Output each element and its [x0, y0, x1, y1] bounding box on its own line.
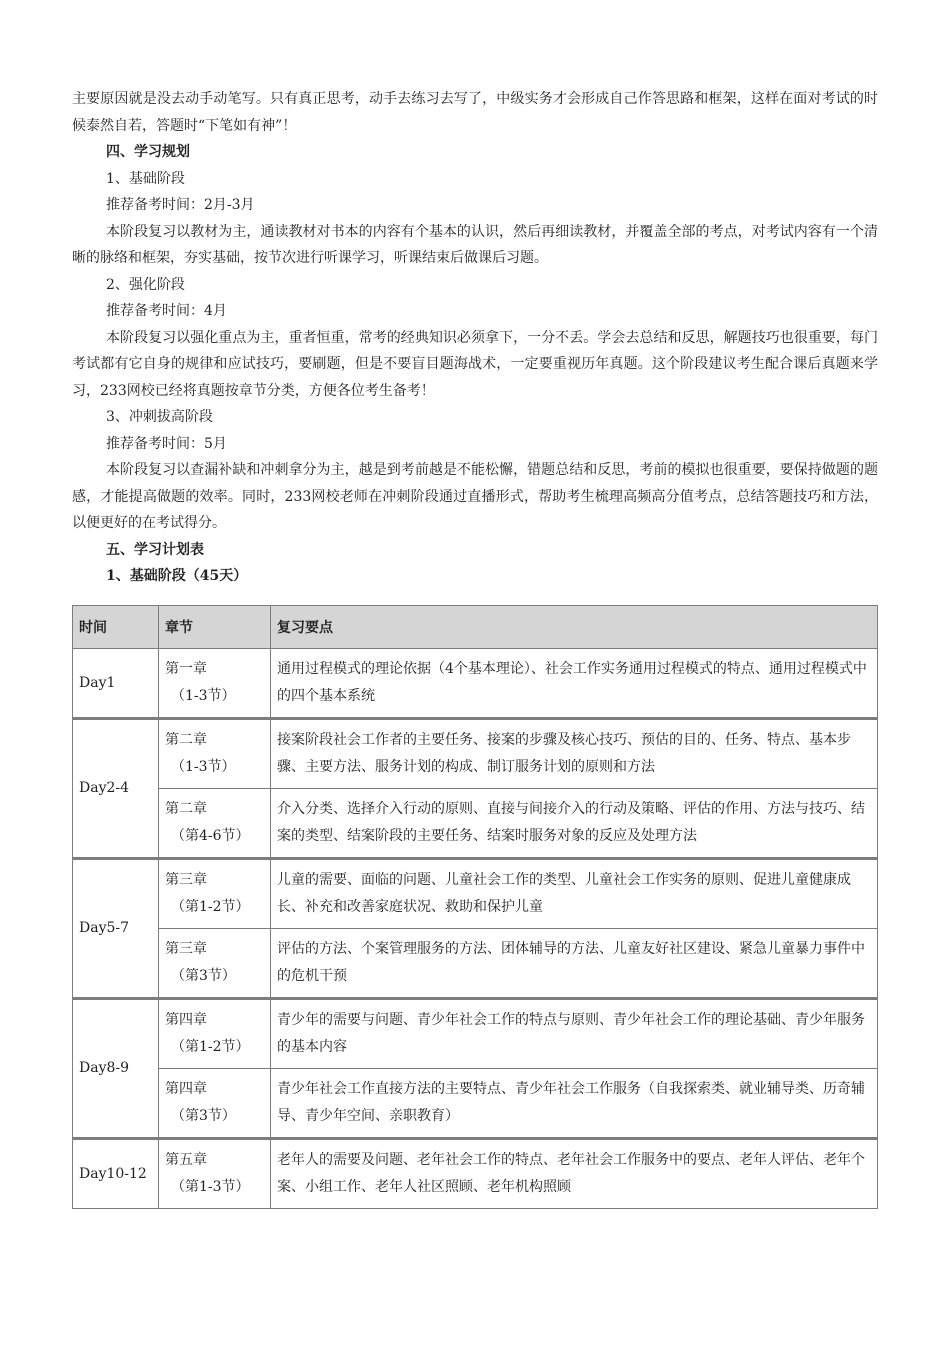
- chapter-section: （第1-2节）: [171, 1039, 250, 1055]
- chapter-section: （第3节）: [171, 1108, 236, 1124]
- study-plan-table: [72, 605, 878, 1209]
- header-chapter: 章节: [159, 606, 271, 649]
- table-row: [73, 719, 878, 789]
- points-cell: 儿童的需要、面临的问题、儿童社会工作的类型、儿童社会工作实务的原则、促进儿童健康成长、补充和改善家庭状况、救助和保护儿童: [271, 859, 878, 929]
- table-row: [73, 1139, 878, 1209]
- chapter-name: 第二章: [165, 732, 207, 748]
- points-cell: 老年人的需要及问题、老年社会工作的特点、老年社会工作服务中的要点、老年人评估、老年个案、小组工作、老年人社区照顾、老年机构照顾: [271, 1139, 878, 1209]
- section-heading: 五、学习计划表: [106, 541, 204, 558]
- paragraph: 推荐备考时间：2月-3月: [106, 197, 255, 213]
- time-cell: Day10-12: [73, 1139, 159, 1209]
- paragraph: 2、强化阶段: [106, 276, 185, 293]
- chapter-name: 第二章: [165, 801, 207, 817]
- header-points: 复习要点: [271, 606, 878, 649]
- chapter-cell: [159, 1139, 271, 1209]
- table-row: [73, 649, 878, 719]
- points-cell: 介入分类、选择介入行动的原则、直接与间接介入的行动及策略、评估的作用、方法与技巧、结案的类型、结案阶段的主要任务、结案时服务对象的反应及处理方法: [271, 789, 878, 859]
- time-cell: Day1: [73, 649, 159, 719]
- time-cell: Day5-7: [73, 859, 159, 999]
- chapter-cell: [159, 649, 271, 719]
- chapter-cell: [159, 719, 271, 789]
- chapter-cell: [159, 789, 271, 859]
- chapter-name: 第一章: [165, 661, 207, 677]
- chapter-section: （第1-2节）: [171, 899, 250, 915]
- paragraph: 推荐备考时间：4月: [106, 303, 227, 319]
- chapter-section: （第1-3节）: [171, 1179, 250, 1195]
- paragraph: 3、冲刺拔高阶段: [106, 409, 213, 425]
- chapter-section: （第4-6节）: [171, 828, 250, 844]
- paragraph: 本阶段复习以强化重点为主，重者恒重，常考的经典知识必须拿下，一分不丢。学会去总结和反思，解题技巧也很重要，每门考试都有它自身的规律和应试技巧，要刷题，但是不要盲目题海战术，一定要重视历年真题。这个阶段建议考生配合课后真题来学习，233网校已经将真题按章节分类，方便各位考生备考！: [72, 329, 878, 399]
- paragraph: 主要原因就是没去动手动笔写。只有真正思考，动手去练习去写了，中级实务才会形成自己作答思路和框架，这样在面对考试的时候泰然自若，答题时“下笔如有神”！: [72, 91, 878, 134]
- chapter-name: 第三章: [165, 941, 207, 957]
- table-row: [73, 859, 878, 929]
- points-cell: 青少年社会工作直接方法的主要特点、青少年社会工作服务（自我探索类、就业辅导类、历奇辅导、青少年空间、亲职教育）: [271, 1069, 878, 1139]
- section-heading: 1、基础阶段（45天）: [106, 568, 248, 584]
- header-time: 时间: [73, 606, 159, 649]
- points-cell: 青少年的需要与问题、青少年社会工作的特点与原则、青少年社会工作的理论基础、青少年服务的基本内容: [271, 999, 878, 1069]
- chapter-section: （1-3节）: [171, 688, 236, 704]
- chapter-cell: [159, 859, 271, 929]
- time-cell: Day8-9: [73, 999, 159, 1139]
- points-cell: 接案阶段社会工作者的主要任务、接案的步骤及核心技巧、预估的目的、任务、特点、基本步骤、主要方法、服务计划的构成、制订服务计划的原则和方法: [271, 719, 878, 789]
- chapter-cell: [159, 999, 271, 1069]
- table-header-row: [73, 606, 878, 649]
- time-cell: Day2-4: [73, 719, 159, 859]
- paragraph: 推荐备考时间：5月: [106, 435, 227, 452]
- chapter-section: （1-3节）: [171, 759, 236, 775]
- chapter-cell: [159, 929, 271, 999]
- chapter-name: 第三章: [165, 872, 207, 888]
- table-row: [73, 789, 878, 859]
- chapter-name: 第五章: [165, 1152, 207, 1168]
- chapter-name: 第四章: [165, 1012, 207, 1028]
- table-row: [73, 929, 878, 999]
- chapter-cell: [159, 1069, 271, 1139]
- paragraph: 1、基础阶段: [106, 170, 185, 187]
- chapter-name: 第四章: [165, 1081, 207, 1097]
- paragraph: 本阶段复习以查漏补缺和冲刺拿分为主，越是到考前越是不能松懈，错题总结和反思，考前的模拟也很重要，要保持做题的题感，才能提高做题的效率。同时，233网校老师在冲刺阶段通过直播形式，帮助考生梳理高频高分值考点，总结答题技巧和方法，以便更好的在考试得分。: [72, 462, 878, 531]
- points-cell: 通用过程模式的理论依据（4个基本理论）、社会工作实务通用过程模式的特点、通用过程模式中的四个基本系统: [271, 649, 878, 719]
- table-row: [73, 1069, 878, 1139]
- chapter-section: （第3节）: [171, 968, 236, 984]
- body-text: [72, 86, 878, 590]
- table-row: [73, 999, 878, 1069]
- section-heading: 四、学习规划: [106, 144, 190, 160]
- paragraph: 本阶段复习以教材为主，通读教材对书本的内容有个基本的认识，然后再细读教材，并覆盖全部的考点，对考试内容有一个清晰的脉络和框架，夯实基础，按节次进行听课学习，听课结束后做课后习题。: [72, 223, 878, 266]
- points-cell: 评估的方法、个案管理服务的方法、团体辅导的方法、儿童友好社区建设、紧急儿童暴力事件中的危机干预: [271, 929, 878, 999]
